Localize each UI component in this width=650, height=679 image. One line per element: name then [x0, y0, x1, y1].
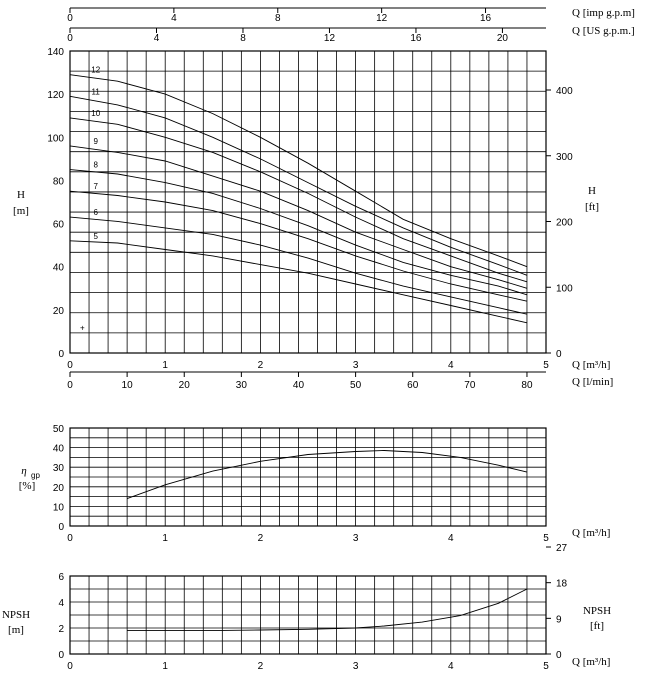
head-curve-label-12: 12: [91, 65, 101, 75]
head-x-axis-lmin-label: Q [l/min]: [572, 376, 614, 388]
efficiency-y-tick-label: 0: [58, 522, 64, 533]
efficiency-y-tick-label: 10: [52, 502, 64, 514]
head-grid: [70, 51, 546, 353]
head-curve-label-5: 5: [93, 231, 98, 241]
head-y-axis-unit: [m]: [13, 205, 29, 217]
efficiency-y-tick-label: 40: [52, 443, 64, 455]
efficiency-y-tick-label: 20: [52, 482, 64, 494]
lmin-tick-label: 60: [407, 380, 419, 391]
npsh-y-tick-label: 0: [58, 650, 64, 661]
head-y-tick-label: 140: [47, 47, 64, 58]
head-right-axis-unit: [ft]: [584, 201, 600, 213]
lmin-tick-label: 0: [67, 380, 73, 391]
head-x-tick-label: 2: [257, 360, 264, 371]
npsh-y-tick-label: 2: [58, 624, 64, 635]
npsh-ft-tick-label: 9: [556, 614, 562, 626]
head-x-axis-m3h-label: Q [m³/h]: [572, 359, 611, 371]
npsh-ft-tick-label: 18: [556, 578, 568, 590]
npsh-y-tick-label: 4: [58, 598, 64, 609]
head-y-tick-label: 20: [52, 305, 64, 317]
lmin-tick-label: 30: [235, 380, 247, 391]
lmin-tick-label: 50: [350, 380, 362, 391]
head-y-tick-label: 40: [52, 262, 64, 274]
npsh-ft-tick-label: 0: [556, 650, 562, 661]
head-y-tick-label: 60: [52, 219, 64, 231]
efficiency-x-tick-label: 4: [448, 533, 454, 544]
efficiency-x-tick-label: 1: [162, 533, 168, 544]
efficiency-y-axis-unit: [%]: [18, 480, 36, 492]
npsh-x-tick-label: 5: [543, 661, 549, 672]
head-curve-label-11: 11: [91, 87, 100, 97]
efficiency-y-tick-label: 50: [52, 424, 64, 435]
top-imp-tick-label: 16: [479, 13, 492, 24]
top-imp-tick-label: 0: [67, 13, 73, 24]
top-us-tick-label: 12: [323, 33, 336, 44]
top-us-tick-label: 20: [496, 33, 508, 44]
top-us-tick-label: 8: [240, 33, 246, 44]
head-curve-label-8: 8: [93, 160, 98, 170]
top-axis-us-label: Q [US g.p.m.]: [572, 25, 635, 37]
head-x-tick-label: 1: [162, 360, 168, 371]
npsh-x-tick-label: 2: [257, 661, 264, 672]
npsh-x-tick-label: 3: [352, 661, 359, 672]
efficiency-y-axis-subscript: gp: [31, 471, 40, 480]
efficiency-grid: [70, 428, 546, 526]
npsh-y-tick-label: 6: [58, 572, 64, 583]
head-ft-tick-label: 300: [556, 151, 573, 163]
npsh-x-tick-label: 0: [67, 661, 73, 672]
npsh-x-tick-label: 4: [448, 661, 454, 672]
npsh-ft-tick-label: 27: [556, 543, 568, 555]
top-imp-tick-label: 4: [171, 13, 177, 24]
efficiency-y-tick-label: 30: [52, 463, 64, 475]
top-us-tick-label: 16: [410, 33, 422, 44]
efficiency-y-axis-title: η: [21, 465, 27, 477]
top-imp-tick-label: 12: [376, 13, 388, 24]
top-us-tick-label: 4: [153, 33, 160, 44]
npsh-y-axis-title: NPSH: [1, 609, 31, 621]
lmin-tick-label: 80: [521, 380, 533, 391]
head-ft-tick-label: 0: [556, 349, 562, 360]
head-ft-tick-label: 100: [556, 283, 573, 295]
head-ft-tick-label: 400: [556, 86, 573, 98]
head-marker: +: [80, 323, 85, 333]
npsh-curve: [127, 589, 527, 631]
npsh-right-axis-unit: [ft]: [589, 620, 605, 632]
lmin-tick-label: 20: [178, 380, 190, 391]
head-y-tick-label: 0: [58, 349, 64, 360]
head-y-axis-title: H: [17, 189, 25, 201]
top-imp-tick-label: 8: [274, 13, 281, 24]
head-x-tick-label: 0: [67, 360, 73, 371]
top-us-tick-label: 0: [67, 33, 73, 44]
head-x-tick-label: 4: [448, 360, 454, 371]
efficiency-x-tick-label: 2: [257, 533, 264, 544]
head-y-tick-label: 120: [47, 90, 64, 102]
head-curve-label-10: 10: [91, 108, 101, 118]
head-right-axis-title: H: [588, 185, 596, 197]
efficiency-x-tick-label: 5: [543, 533, 549, 544]
npsh-x-tick-label: 1: [162, 661, 168, 672]
efficiency-x-tick-label: 0: [67, 533, 73, 544]
head-x-tick-label: 3: [352, 360, 359, 371]
efficiency-x-axis-label: Q [m³/h]: [572, 527, 611, 539]
head-curve-label-7: 7: [93, 182, 98, 192]
npsh-y-axis-unit: [m]: [8, 624, 24, 636]
head-ft-tick-label: 200: [556, 217, 573, 229]
npsh-grid: [70, 576, 546, 654]
head-curve-label-6: 6: [93, 208, 98, 218]
head-grid-frame: [70, 51, 546, 353]
head-curve-label-9: 9: [93, 136, 98, 146]
head-y-tick-label: 80: [52, 176, 64, 188]
lmin-tick-label: 70: [464, 380, 476, 391]
head-x-tick-label: 5: [543, 360, 549, 371]
head-y-tick-label: 100: [47, 133, 64, 145]
npsh-right-axis-title: NPSH: [582, 605, 612, 617]
npsh-x-axis-label: Q [m³/h]: [572, 656, 611, 668]
lmin-tick-label: 40: [292, 380, 305, 391]
top-axis-imp-label: Q [imp g.p.m]: [572, 7, 635, 19]
efficiency-x-tick-label: 3: [352, 533, 359, 544]
lmin-tick-label: 10: [121, 380, 133, 391]
